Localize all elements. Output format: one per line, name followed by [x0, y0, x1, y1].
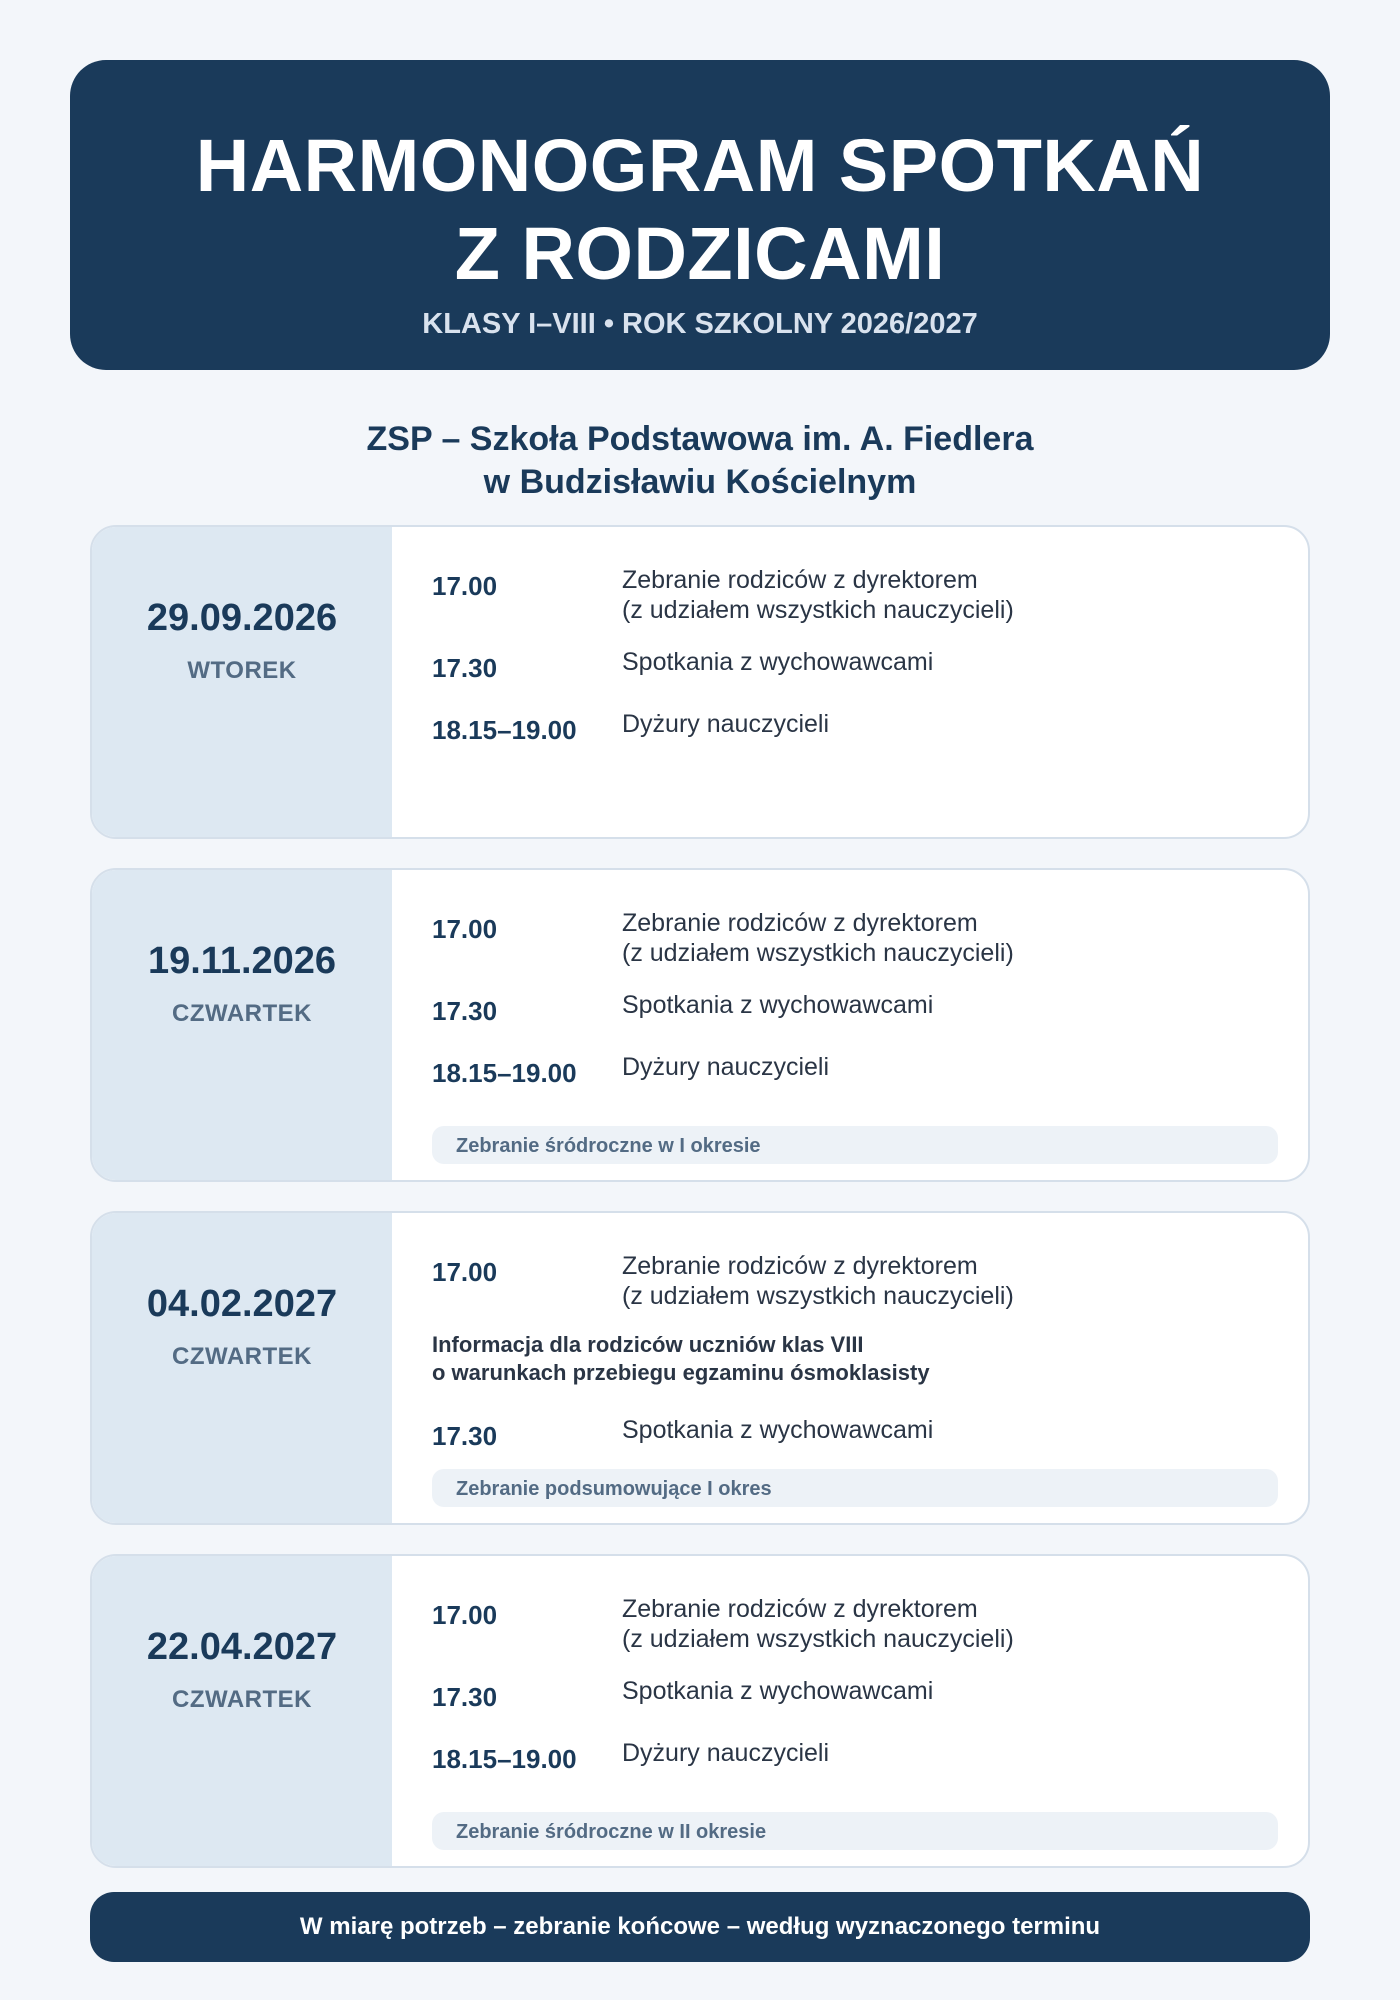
row-description: Spotkania z wychowawcami [622, 991, 934, 1019]
row-time: 17.30 [432, 653, 498, 683]
meeting-card-4 [90, 1554, 1310, 1868]
footer-banner: W miarę potrzeb – zebranie końcowe – według wyznaczonego terminu [90, 1892, 1310, 1962]
row-description-line1: Zebranie rodziców z dyrektorem [622, 909, 978, 937]
row-description: Dyżury nauczycieli [622, 1739, 830, 1767]
row-description: Spotkania z wychowawcami [622, 1416, 934, 1444]
row-description: Spotkania z wychowawcami [622, 1677, 934, 1705]
row-description-line2: (z udziałem wszystkich nauczycieli) [622, 1282, 1014, 1310]
meeting-date: 22.04.2027 [146, 1626, 338, 1668]
row-description-line1: Zebranie rodziców z dyrektorem [622, 1595, 978, 1623]
row-time: 17.30 [432, 1682, 498, 1712]
row-description [622, 908, 1014, 968]
row-time: 17.00 [432, 1257, 498, 1287]
row-description: Dyżury nauczycieli [622, 1053, 830, 1081]
row-description-line1: Zebranie rodziców z dyrektorem [622, 1252, 978, 1280]
row-time: 18.15–19.00 [432, 1744, 577, 1774]
row-description [622, 1594, 1014, 1654]
row-time: 18.15–19.00 [432, 1058, 577, 1088]
page-header [70, 60, 1330, 370]
row-description-line2: (z udziałem wszystkich nauczycieli) [622, 1625, 1014, 1653]
exam-info [432, 1331, 1278, 1387]
row-time: 17.00 [432, 1600, 498, 1630]
meeting-day: CZWARTEK [172, 1343, 312, 1370]
row-time: 17.30 [432, 1421, 498, 1451]
row-description: Dyżury nauczycieli [622, 710, 830, 738]
row-time: 17.00 [432, 571, 498, 601]
meeting-date: 29.09.2026 [146, 597, 338, 639]
meeting-date: 19.11.2026 [147, 940, 337, 982]
row-description: Spotkania z wychowawcami [622, 648, 934, 676]
row-description [622, 1251, 1014, 1311]
meeting-card-1 [90, 525, 1310, 839]
meeting-day: CZWARTEK [172, 1000, 312, 1027]
meeting-card-3 [90, 1211, 1310, 1525]
meeting-card-2 [90, 868, 1310, 1182]
school-name-line1: ZSP – Szkoła Podstawowa im. A. Fiedlera [366, 420, 1034, 458]
row-description-line2: (z udziałem wszystkich nauczycieli) [622, 596, 1014, 624]
meeting-day: CZWARTEK [172, 1686, 312, 1713]
page-title [70, 60, 1330, 298]
page-title-line1: HARMONOGRAM SPOTKAŃ [195, 124, 1205, 207]
page-title-line2: Z RODZICAMI [454, 212, 946, 295]
row-time: 17.00 [432, 914, 498, 944]
meeting-note: Zebranie podsumowujące I okres [432, 1469, 1278, 1507]
meeting-day: WTOREK [187, 657, 297, 684]
school-name [0, 418, 1400, 504]
meeting-note: Zebranie śródroczne w II okresie [432, 1812, 1278, 1850]
meeting-note: Zebranie śródroczne w I okresie [432, 1126, 1278, 1164]
row-description-line2: (z udziałem wszystkich nauczycieli) [622, 939, 1014, 967]
page-subtitle: KLASY I–VIII • ROK SZKOLNY 2026/2027 [422, 308, 978, 340]
meeting-date: 04.02.2027 [146, 1283, 338, 1325]
exam-info-line1: Informacja dla rodziców uczniów klas VIII [432, 1332, 864, 1357]
row-description-line1: Zebranie rodziców z dyrektorem [622, 566, 978, 594]
row-time: 17.30 [432, 996, 498, 1026]
row-description [622, 565, 1014, 625]
row-time: 18.15–19.00 [432, 715, 577, 745]
school-name-line2: w Budzisławiu Kościelnym [483, 463, 917, 501]
exam-info-line2: o warunkach przebiegu egzaminu ósmoklasisty [432, 1360, 930, 1385]
